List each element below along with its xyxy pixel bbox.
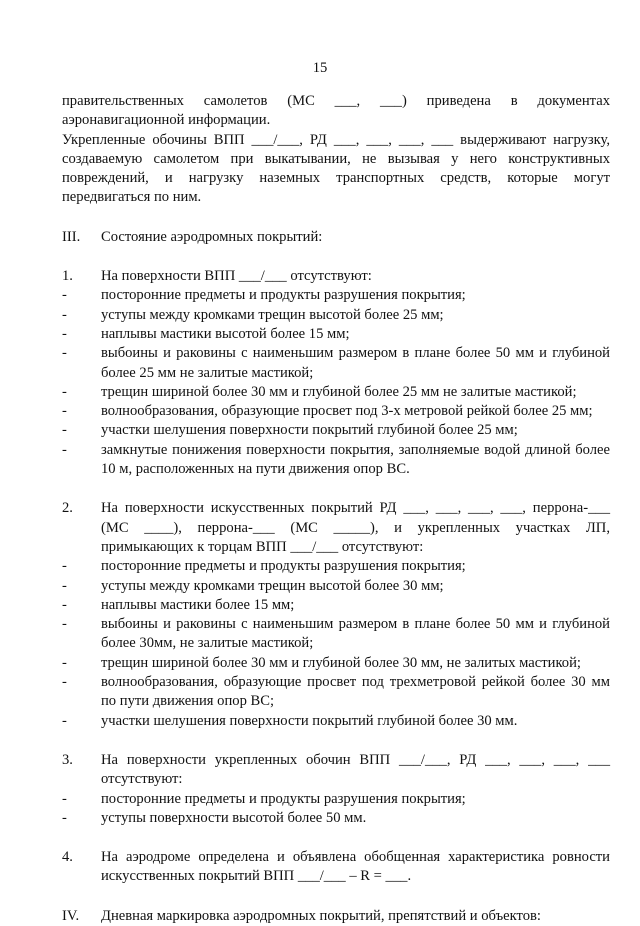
list-item: - наплывы мастики высотой более 15 мм; — [62, 325, 610, 344]
list-item: - наплывы мастики более 15 мм; — [62, 596, 610, 615]
dash-marker: - — [62, 712, 67, 729]
dash-marker: - — [62, 577, 67, 594]
intro-paragraph-2: Укрепленные обочины ВПП ___/___, РД ___, ___, ___, ___ выдерживают нагрузку, создаваемую самолетом при выкатывании, не вызывая у него конструктивных повреждений, и нагрузку наземных транспортных средств, которые могут передвигаться по ним. — [62, 131, 610, 206]
item-3-list — [62, 790, 610, 829]
page-number: 15 — [312, 60, 328, 76]
section-number: III. — [62, 228, 81, 245]
item-3-heading — [62, 751, 610, 790]
section-4-heading — [62, 907, 610, 926]
item-number: 1. — [62, 268, 73, 285]
dash-marker: - — [62, 345, 67, 362]
list-item: - выбоины и раковины с наименьшим размером в плане более 50 мм и глубиной более 25 мм не залитые мастикой; — [62, 344, 610, 383]
dash-marker: - — [62, 403, 67, 420]
dash-marker: - — [62, 790, 67, 807]
item-title: На поверхности укрепленных обочин ВПП ___/___, РД ___, ___, ___, ___ отсутствуют: — [101, 751, 610, 788]
item-title: На аэродроме определена и объявлена обобщенная характеристика ровности искусственных покрытий ВПП ___/___ – R = ___. — [101, 849, 610, 885]
dash-marker: - — [62, 383, 67, 400]
list-item: - участки шелушения поверхности покрытий глубиной более 30 мм. — [62, 712, 610, 731]
dash-marker: - — [62, 596, 67, 613]
item-2-list — [62, 557, 610, 731]
dash-marker: - — [62, 616, 67, 633]
dash-marker: - — [62, 306, 67, 323]
item-title: На поверхности ВПП ___/___ отсутствуют: — [101, 268, 372, 285]
list-item: - уступы поверхности высотой более 50 мм. — [62, 809, 610, 828]
dash-marker: - — [62, 654, 67, 671]
section-title: Состояние аэродромных покрытий: — [101, 228, 323, 245]
item-number: 3. — [62, 751, 73, 768]
item-2-heading — [62, 499, 610, 557]
list-item: - посторонние предметы и продукты разрушения покрытия; — [62, 790, 610, 809]
item-4-heading — [62, 848, 610, 887]
item-1-list — [62, 286, 610, 479]
list-item: - выбоины и раковины с наименьшим размером в плане более 50 мм и глубиной более 30мм, не залитые мастикой; — [62, 615, 610, 654]
dash-marker: - — [62, 809, 67, 826]
section-number: IV. — [62, 907, 80, 924]
dash-marker: - — [62, 674, 67, 691]
list-item: - трещин шириной более 30 мм и глубиной более 25 мм не залитые мастикой; — [62, 383, 610, 402]
list-item: - посторонние предметы и продукты разрушения покрытия; — [62, 557, 610, 576]
section-3-heading — [62, 228, 610, 247]
document-body — [62, 92, 610, 926]
list-item: - трещин шириной более 30 мм и глубиной более 30 мм, не залитых мастикой; — [62, 654, 610, 673]
item-number: 4. — [62, 849, 73, 866]
list-item: - уступы между кромками трещин высотой более 30 мм; — [62, 577, 610, 596]
list-item: - уступы между кромками трещин высотой более 25 мм; — [62, 306, 610, 325]
list-item: - посторонние предметы и продукты разрушения покрытия; — [62, 286, 610, 305]
item-number: 2. — [62, 500, 73, 517]
dash-marker: - — [62, 441, 67, 458]
dash-marker: - — [62, 287, 67, 304]
dash-marker: - — [62, 325, 67, 342]
item-1-heading — [62, 267, 610, 286]
item-title: На поверхности искусственных покрытий РД ___, ___, ___, ___, перрона-___ (МС ____), перрона-___ (МС _____), и укрепленных участках ЛП, примыкающих к торцам ВПП ___/___ отсутствуют: — [101, 500, 610, 555]
dash-marker: - — [62, 558, 67, 575]
intro-paragraph-1: правительственных самолетов (МС ___, ___) приведена в документах аэронавигационной информации. — [62, 93, 610, 129]
section-title: Дневная маркировка аэродромных покрытий, препятствий и объектов: — [101, 907, 541, 924]
list-item: - волнообразования, образующие просвет под 3-х метровой рейкой более 25 мм; — [62, 402, 610, 421]
list-item: - волнообразования, образующие просвет под трехметровой рейкой более 30 мм по пути движения опор ВС; — [62, 673, 610, 712]
list-item: - замкнутые понижения поверхности покрытия, заполняемые водой длиной более 10 м, расположенных на пути движения опор ВС. — [62, 441, 610, 480]
list-item: - участки шелушения поверхности покрытий глубиной более 25 мм; — [62, 421, 610, 440]
dash-marker: - — [62, 422, 67, 439]
